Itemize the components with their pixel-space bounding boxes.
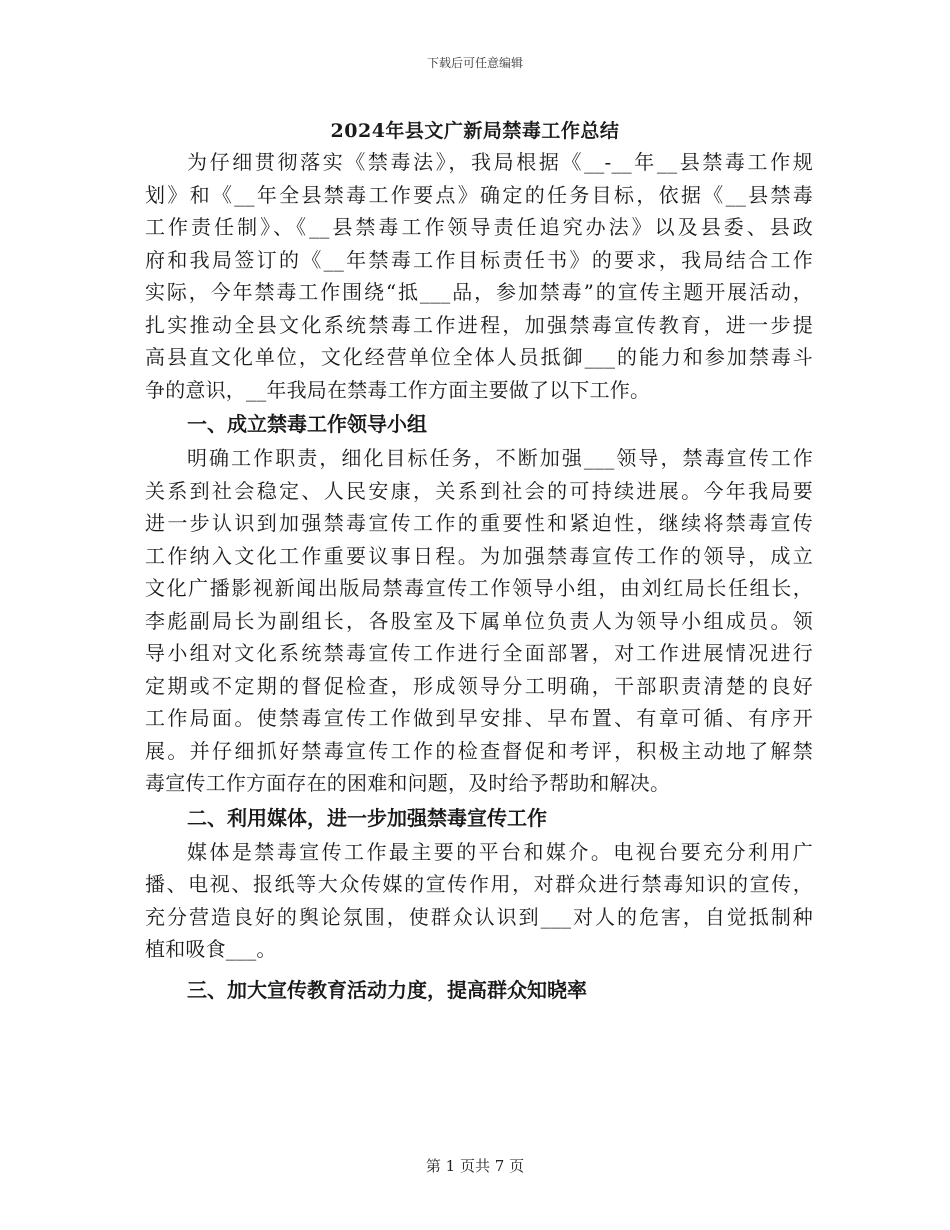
text-line: 争的意识，__年我局在禁毒工作方面主要做了以下工作。: [145, 377, 651, 402]
section-heading-2: 二、利用媒体，进一步加强禁毒宣传工作: [187, 805, 547, 830]
text-line: 进一步认识到加强禁毒宣传工作的重要性和紧迫性，继续将禁毒宣传: [145, 511, 813, 535]
text-line: 实际，今年禁毒工作围绕“抵___品，参加禁毒”的宣传主题开展活动，: [145, 280, 813, 304]
document-body: [145, 146, 813, 1008]
text-line: 工作局面。使禁毒宣传工作做到早安排、早布置、有章可循、有序开: [145, 706, 813, 730]
section-heading-3: 三、加大宣传教育活动力度，提高群众知晓率: [187, 977, 587, 1002]
text-line: 关系到社会稳定、人民安康，关系到社会的可持续进展。今年我局要: [145, 478, 813, 503]
paragraph-section-2: [145, 836, 813, 966]
text-line: 植和吸食___。: [145, 937, 277, 961]
text-line: 导小组对文化系统禁毒宣传工作进行全面部署，对工作进展情况进行: [145, 641, 813, 665]
text-line: 明确工作职责，细化目标任务，不断加强___领导，禁毒宣传工作: [187, 446, 813, 470]
text-line: 工作责任制》、《__县禁毒工作领导责任追究办法》以及县委、县政: [145, 215, 813, 239]
paragraph-intro: [145, 146, 813, 406]
text-line: 播、电视、报纸等大众传媒的宣传作用，对群众进行禁毒知识的宣传，: [145, 872, 813, 896]
section-heading-1: 一、成立禁毒工作领导小组: [187, 412, 427, 436]
paragraph-section-1: [145, 442, 813, 800]
document-title: 2024年县文广新局禁毒工作总结: [330, 120, 620, 142]
text-line: 媒体是禁毒宣传工作最主要的平台和媒介。电视台要充分利用广: [187, 839, 813, 864]
text-line: 李彪副局长为副组长，各股室及下属单位负责人为领导小组成员。领: [145, 608, 813, 633]
header-note: 下载后可任意编辑: [426, 56, 523, 70]
text-line: 扎实推动全县文化系统禁毒工作进程，加强禁毒宣传教育，进一步提: [145, 312, 813, 337]
text-line: 定期或不定期的督促检查，形成领导分工明确，干部职责清楚的良好: [145, 673, 813, 698]
text-line: 充分营造良好的舆论氛围，使群众认识到___对人的危害，自觉抵制种: [145, 904, 813, 929]
text-line: 毒宣传工作方面存在的困难和问题，及时给予帮助和解决。: [145, 771, 671, 795]
text-line: 文化广播影视新闻出版局禁毒宣传工作领导小组，由刘红局长任组长，: [145, 576, 813, 600]
text-line: 高县直文化单位，文化经营单位全体人员抵御___的能力和参加禁毒斗: [145, 345, 813, 369]
text-line: 工作纳入文化工作重要议事日程。为加强禁毒宣传工作的领导，成立: [145, 543, 813, 568]
text-line: 划》和《__年全县禁毒工作要点》确定的任务目标，依据《__县禁毒: [145, 182, 813, 207]
text-line: 府和我局签订的《__年禁毒工作目标责任书》的要求，我局结合工作: [145, 247, 813, 272]
text-line: 展。并仔细抓好禁毒宣传工作的检查督促和考评，积极主动地了解禁: [145, 738, 813, 763]
text-line: 为仔细贯彻落实《禁毒法》，我局根据《__-__年__县禁毒工作规: [187, 150, 813, 174]
page-number: 第 1 页共 7 页: [425, 1157, 525, 1175]
